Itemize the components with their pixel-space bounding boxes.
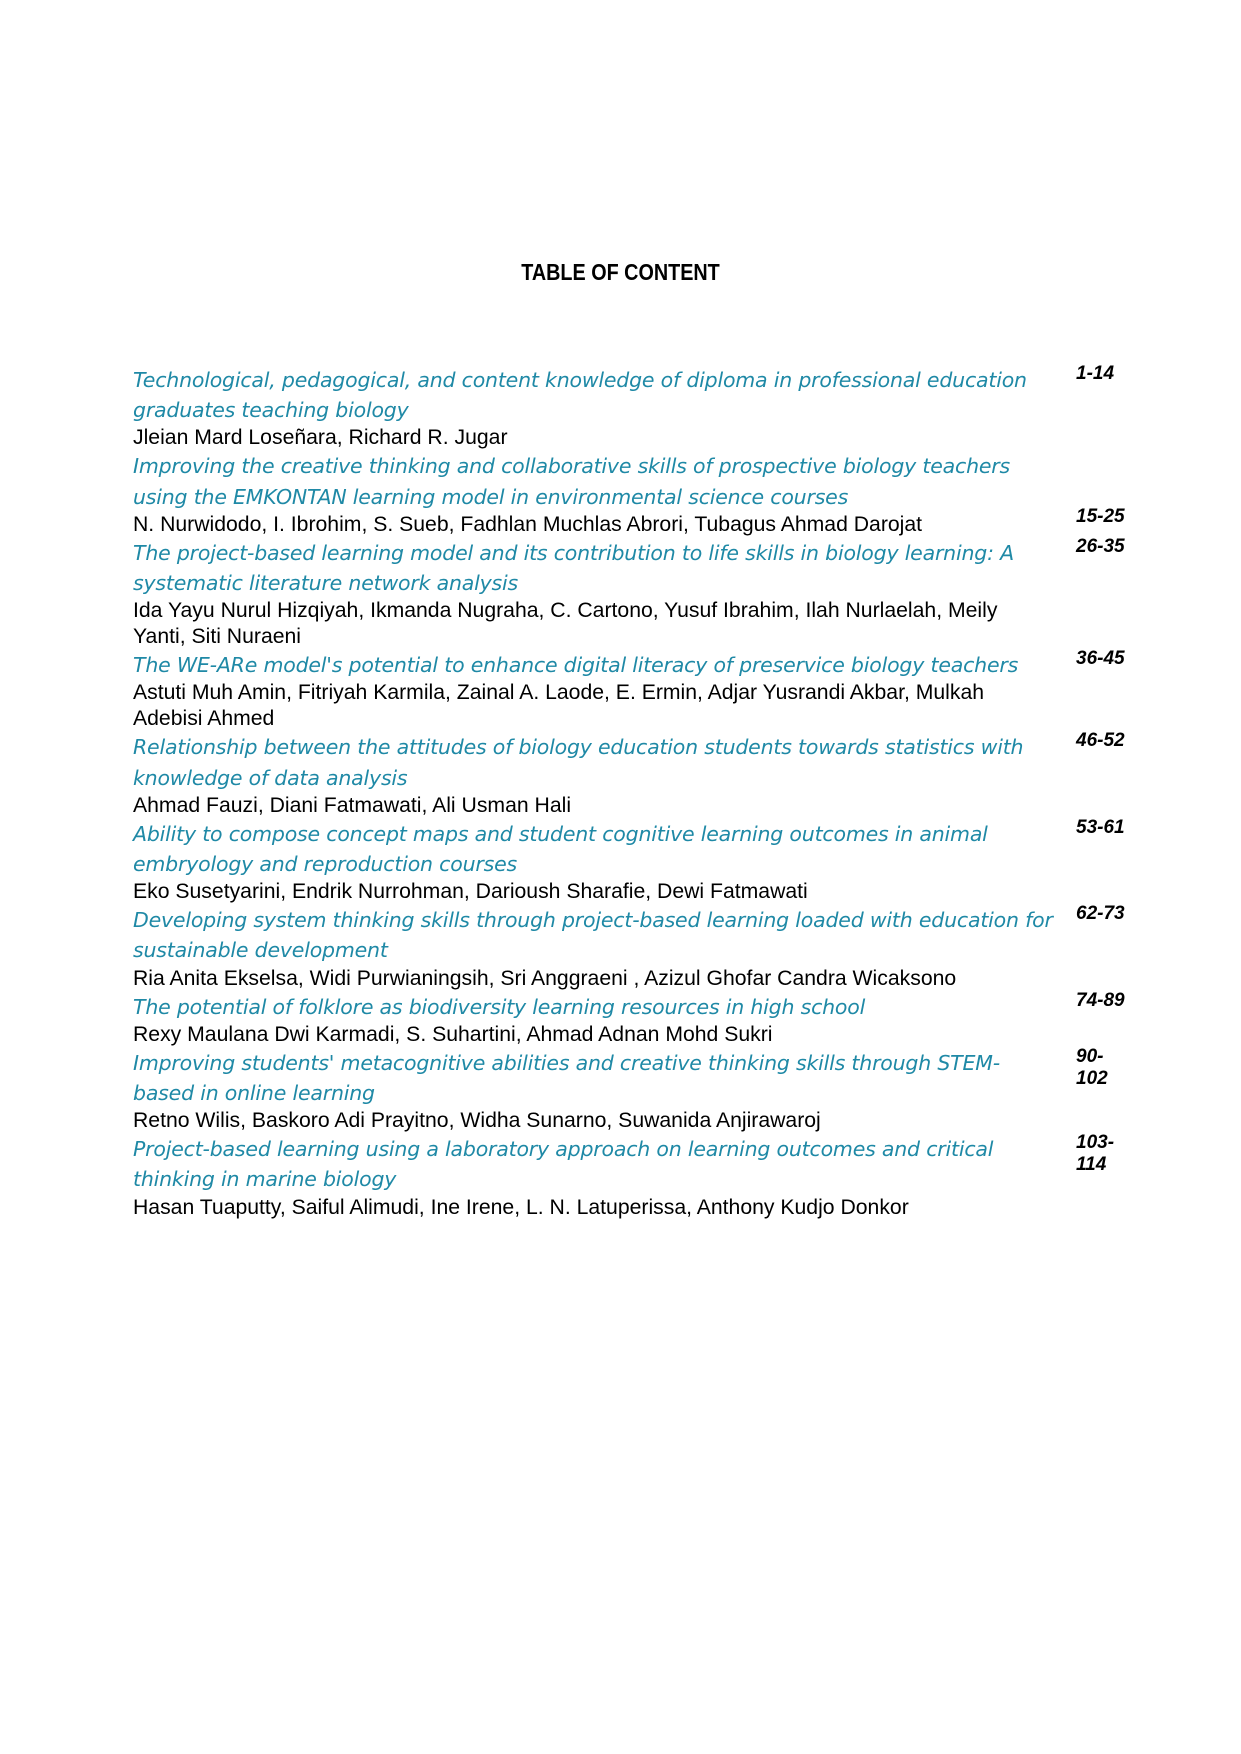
page-range: 62-73 (1076, 903, 1125, 925)
article-authors: Astuti Muh Amin, Fitriyah Karmila, Zainal A. Laode, E. Ermin, Adjar Yusrandi Akbar, Mulkah Adebisi Ahmed (133, 681, 985, 731)
toc-entry (133, 732, 1133, 818)
toc-entry (133, 1045, 1133, 1134)
toc-entry (133, 816, 1133, 905)
article-title[interactable]: Technological, pedagogical, and content knowledge of diploma in professional education graduates teaching biology (133, 368, 1027, 423)
page-range: 26-35 (1076, 535, 1125, 557)
page-range: 15-25 (1076, 506, 1125, 528)
article-authors: Ahmad Fauzi, Diani Fatmawati, Ali Usman Hali (133, 793, 572, 817)
article-title[interactable]: The WE-ARe model's potential to enhance digital literacy of preservice biology teachers (133, 653, 1019, 678)
article-title[interactable]: The project-based learning model and its contribution to life skills in biology learning: A systematic literature network analysis (133, 540, 1014, 596)
article-authors: Retno Wilis, Baskoro Adi Prayitno, Widha Sunarno, Suwanida Anjirawaroj (133, 1109, 821, 1133)
table-of-contents (133, 365, 1133, 1221)
article-authors: Hasan Tuaputty, Saiful Alimudi, Ine Irene, L. N. Latuperissa, Anthony Kudjo Donkor (133, 1195, 909, 1219)
article-title[interactable]: Ability to compose concept maps and student cognitive learning outcomes in animal embryology and reproduction courses (133, 821, 988, 877)
article-authors: Eko Susetyarini, Endrik Nurrohman, Darioush Sharafie, Dewi Fatmawati (133, 880, 808, 904)
article-title[interactable]: Project-based learning using a laboratory approach on learning outcomes and critical thinking in marine biology (133, 1137, 994, 1192)
article-title[interactable]: Relationship between the attitudes of biology education students towards statistics with knowledge of data analysis (133, 735, 1024, 790)
page-range: 74-89 (1076, 989, 1125, 1011)
toc-entry (133, 451, 1133, 537)
toc-entry (133, 650, 1133, 732)
article-authors: Rexy Maulana Dwi Karmadi, S. Suhartini, Ahmad Adnan Mohd Sukri (133, 1022, 773, 1046)
page-range: 90-102 (1076, 1045, 1108, 1089)
page-range: 103-114 (1076, 1132, 1115, 1176)
article-authors: Ida Yayu Nurul Hizqiyah, Ikmanda Nugraha, C. Cartono, Yusuf Ibrahim, Ilah Nurlaelah, Meily Yanti, Siti Nuraeni (133, 599, 998, 649)
article-authors: N. Nurwidodo, I. Ibrohim, S. Sueb, Fadhlan Muchlas Abrori, Tubagus Ahmad Darojat (133, 512, 923, 536)
toc-entry (133, 989, 1133, 1048)
page-title: TABLE OF CONTENT (521, 259, 720, 285)
article-title[interactable]: Developing system thinking skills through project-based learning loaded with education for sustainable development (133, 908, 1053, 963)
article-authors: Jleian Mard Loseñara, Richard R. Jugar (133, 426, 508, 450)
article-title[interactable]: Improving the creative thinking and collaborative skills of prospective biology teachers using the EMKONTAN learning model in environmental science courses (133, 454, 1010, 509)
article-title[interactable]: The potential of folklore as biodiversity learning resources in high school (133, 994, 866, 1019)
article-authors: Ria Anita Ekselsa, Widi Purwianingsih, Sri Anggraeni , Azizul Ghofar Candra Wicaksono (133, 966, 957, 990)
toc-entry (133, 365, 1133, 451)
toc-entry (133, 905, 1133, 991)
page-range: 46-52 (1076, 730, 1125, 752)
article-title[interactable]: Improving students' metacognitive abilities and creative thinking skills through STEM-based in online learning (133, 1050, 1000, 1106)
page-range: 36-45 (1076, 648, 1125, 670)
toc-entry (133, 1134, 1133, 1220)
page-range: 53-61 (1076, 816, 1125, 838)
toc-entry (133, 535, 1133, 650)
page-range: 1-14 (1076, 363, 1115, 384)
